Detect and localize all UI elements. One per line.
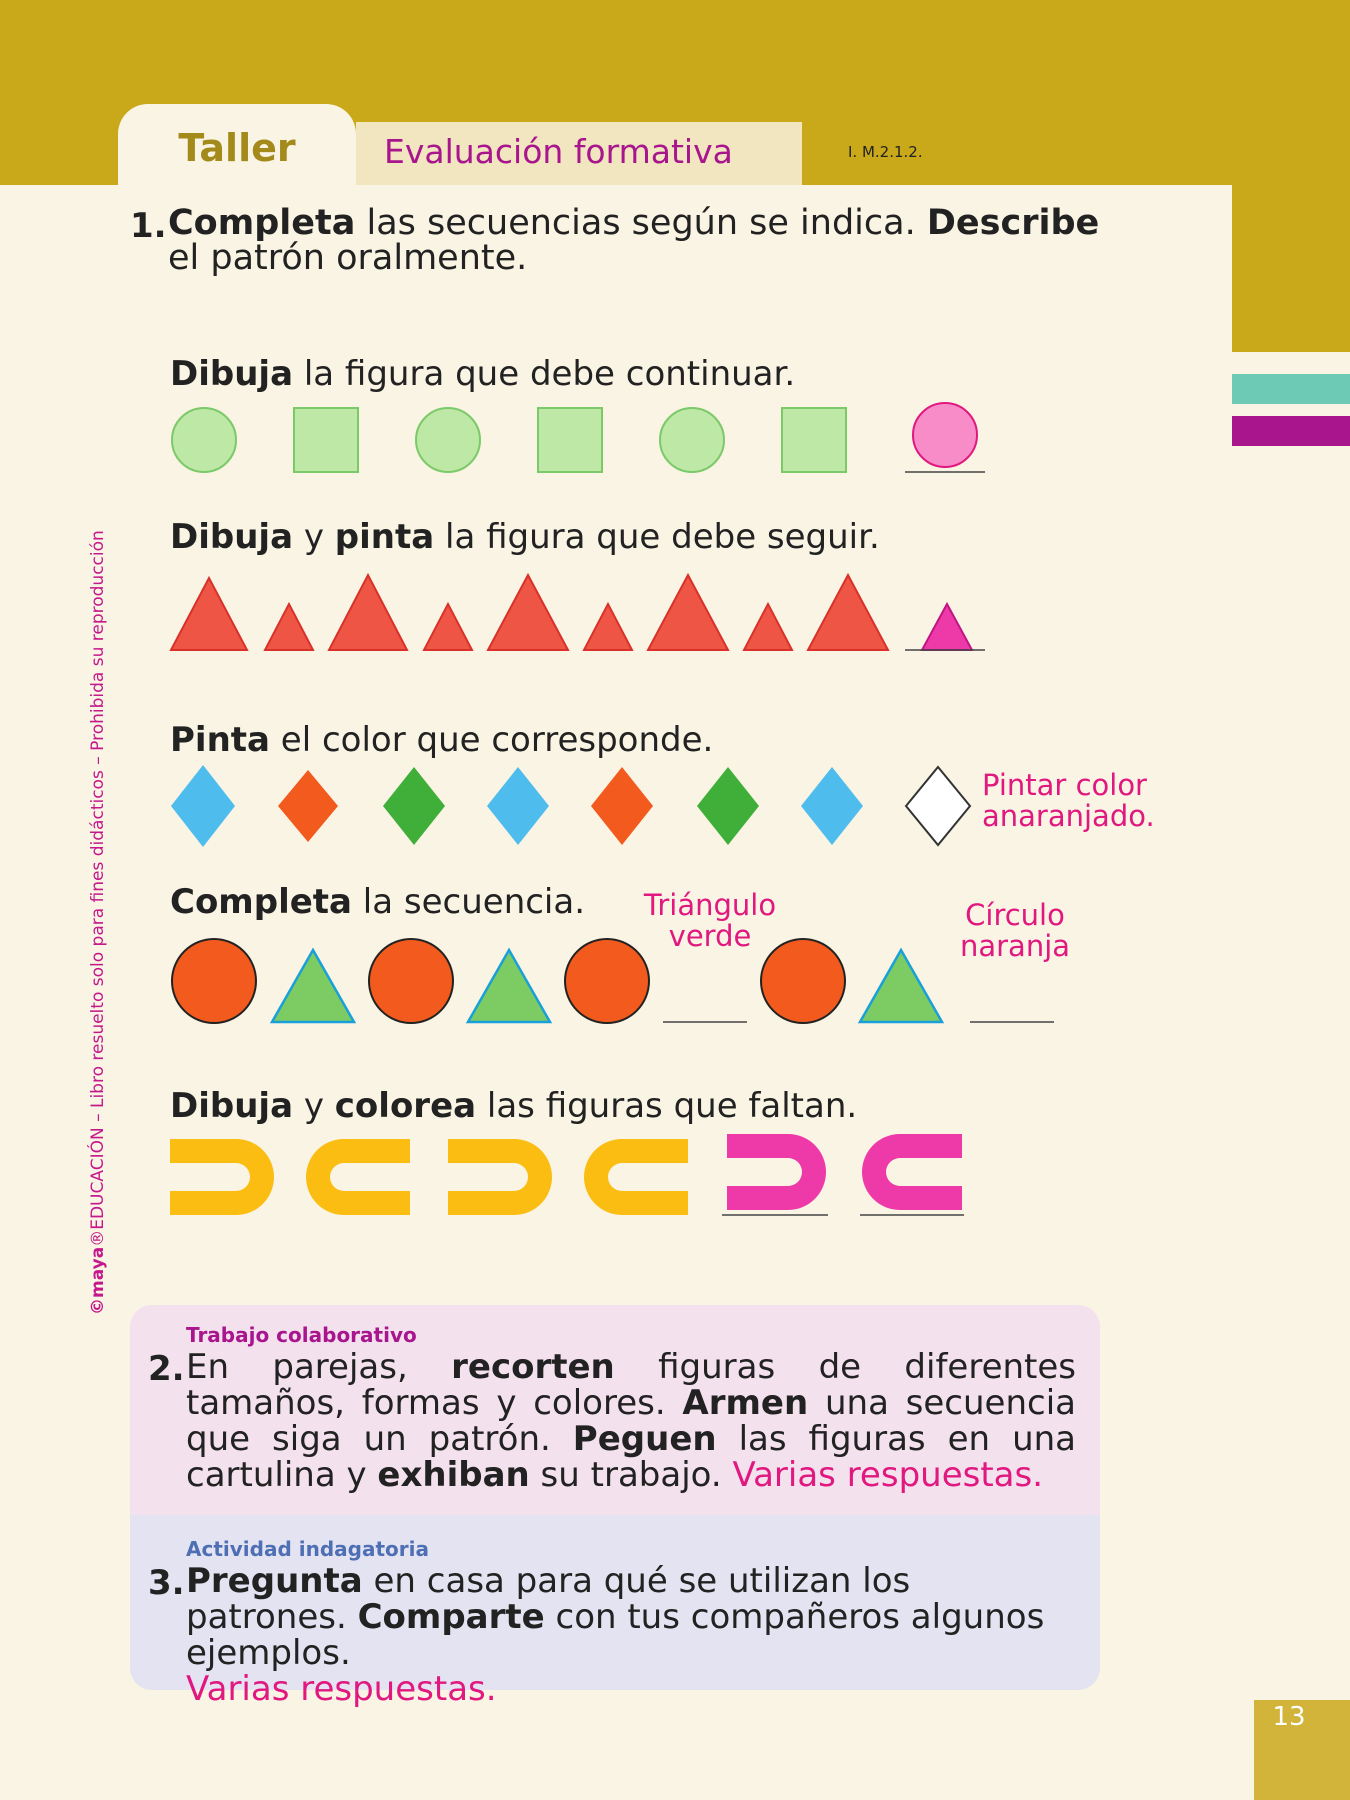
- inquiry-label: Actividad indagatoria: [186, 1537, 429, 1561]
- task-4-answer-1-line-2: verde: [668, 919, 752, 953]
- bracket-right-pink: [727, 1134, 826, 1210]
- q2-text-1: En parejas,: [186, 1347, 452, 1387]
- large-triangle: [808, 575, 888, 650]
- question-2-number: 2.: [148, 1349, 185, 1389]
- q3-text-1: en casa para qué se utilizan los patrones.: [186, 1561, 911, 1637]
- large-triangle: [648, 575, 728, 650]
- q1-verb-describe: Describe: [926, 203, 1100, 243]
- orange-diamond: [591, 767, 653, 845]
- green-triangle: [468, 950, 550, 1022]
- task-4-answer-1-line-1: Triángulo: [643, 888, 777, 922]
- task-5-verb-1: Dibuja: [170, 1086, 294, 1126]
- sequence-2: [171, 575, 985, 650]
- orange-circle: [172, 939, 256, 1023]
- q2-text-3: una secuencia que siga un patrón.: [186, 1383, 1076, 1459]
- q2-verb-armen: Armen: [682, 1383, 809, 1423]
- bracket-left-pink: [862, 1134, 962, 1210]
- q1-text-1: las secuencias según se indica.: [355, 203, 927, 243]
- task-5-mid: y: [293, 1086, 335, 1126]
- q3-answer: Varias respuestas.: [186, 1669, 497, 1709]
- task-2-verb-2: pinta: [334, 517, 435, 557]
- q2-answer: Varias respuestas.: [732, 1455, 1044, 1495]
- task-3-answer-line-2: anaranjado.: [982, 799, 1155, 833]
- task-1-text: la figura que debe continuar.: [293, 354, 796, 394]
- collaborative-label: Trabajo colaborativo: [186, 1323, 417, 1347]
- bracket-right-yellow: [170, 1139, 274, 1215]
- task-1-verb: Dibuja: [170, 354, 294, 394]
- q3-verb-comparte: Comparte: [357, 1597, 545, 1637]
- task-3-text: el color que corresponde.: [269, 720, 714, 760]
- sequence-5: [170, 1134, 964, 1215]
- small-triangle: [265, 604, 313, 650]
- question-3-text: [186, 1563, 1076, 1707]
- green-diamond: [383, 767, 445, 845]
- q1-verb-completa: Completa: [168, 203, 356, 243]
- q2-text-2: figuras de diferentes tamaños, formas y colores.: [186, 1347, 1077, 1423]
- empty-diamond: [906, 767, 970, 845]
- small-triangle: [424, 604, 472, 650]
- task-3-verb: Pinta: [170, 720, 270, 760]
- copyright-text: ®EDUCACIÓN – Libro resuelto solo para fines didácticos – Prohibida su reproducción: [88, 530, 108, 1247]
- q2-verb-peguen: Peguen: [572, 1419, 717, 1459]
- task-2-text: la figura que debe seguir.: [434, 517, 880, 557]
- question-2-text: [186, 1349, 1076, 1493]
- circle-shape: [660, 408, 724, 472]
- task-5-text: las figuras que faltan.: [476, 1086, 858, 1126]
- taller-label: Taller: [178, 126, 296, 170]
- circle-shape: [416, 408, 480, 472]
- sequence-1: [172, 403, 985, 472]
- blue-diamond: [801, 767, 863, 845]
- q1-text-2: el patrón oralmente.: [168, 238, 528, 278]
- large-triangle: [488, 575, 568, 650]
- brand-name: ©maya: [88, 1246, 108, 1315]
- task-4-text: la secuencia.: [352, 882, 586, 922]
- task-4-verb: Completa: [170, 882, 352, 922]
- q2-text-4: las figuras en una cartulina y: [186, 1419, 1076, 1495]
- square-shape: [294, 408, 358, 472]
- question-1-number: 1.: [130, 206, 167, 246]
- sequence-4: [172, 939, 1054, 1023]
- square-shape: [782, 408, 846, 472]
- task-2-mid: y: [293, 517, 335, 557]
- sequence-3: [171, 765, 970, 847]
- answer-circle: [913, 403, 977, 467]
- task-5-verb-2: colorea: [334, 1086, 477, 1126]
- q2-text-5: su trabajo.: [529, 1455, 733, 1495]
- answer-triangle: [922, 604, 972, 650]
- green-triangle: [272, 950, 354, 1022]
- orange-diamond: [278, 770, 338, 842]
- bracket-right-yellow: [448, 1139, 552, 1215]
- orange-circle: [761, 939, 845, 1023]
- bracket-left-yellow: [306, 1139, 410, 1215]
- small-triangle: [744, 604, 792, 650]
- orange-circle: [565, 939, 649, 1023]
- curriculum-code: I. M.2.1.2.: [848, 143, 923, 161]
- orange-circle: [369, 939, 453, 1023]
- blue-diamond: [171, 765, 235, 847]
- q2-verb-recorten: recorten: [451, 1347, 615, 1387]
- task-4-answer-2-line-2: naranja: [959, 929, 1071, 963]
- q3-text-2: con tus compañeros algunos ejemplos.: [186, 1597, 1045, 1673]
- evaluation-label: Evaluación formativa: [384, 132, 733, 171]
- question-3-number: 3.: [148, 1563, 185, 1603]
- task-2-verb-1: Dibuja: [170, 517, 294, 557]
- task-3-answer-line-1: Pintar color: [982, 768, 1147, 802]
- square-shape: [538, 408, 602, 472]
- page-number: 13: [1272, 1702, 1306, 1732]
- green-triangle: [860, 950, 942, 1022]
- bracket-left-yellow: [584, 1139, 688, 1215]
- large-triangle: [171, 578, 247, 650]
- circle-shape: [172, 408, 236, 472]
- q3-verb-pregunta: Pregunta: [186, 1561, 363, 1601]
- q2-verb-exhiban: exhiban: [377, 1455, 530, 1495]
- small-triangle: [584, 604, 632, 650]
- task-4-answer-2-line-1: Círculo: [965, 898, 1065, 932]
- green-diamond: [697, 767, 759, 845]
- blue-diamond: [487, 767, 549, 845]
- large-triangle: [329, 575, 407, 650]
